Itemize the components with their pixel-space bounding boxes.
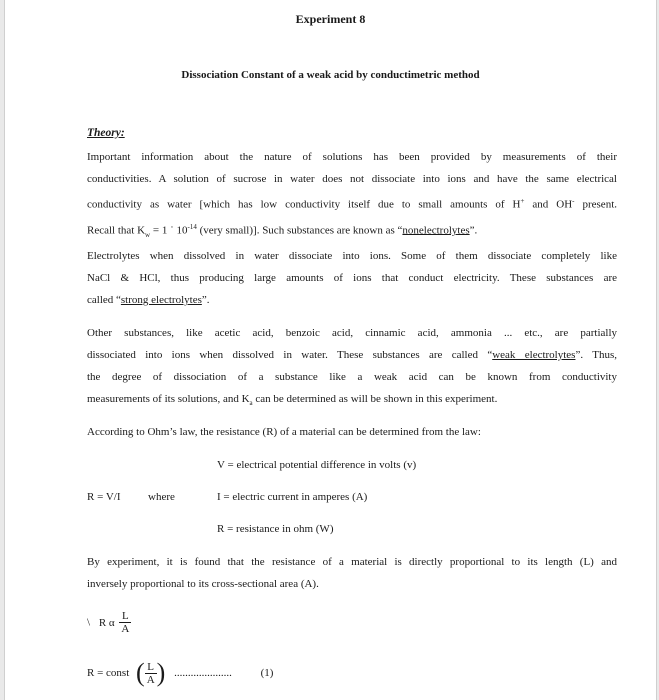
term-weak-electrolytes: weak electrolytes bbox=[492, 349, 576, 361]
equation-number: (1) bbox=[260, 667, 274, 679]
paragraph-line: Other substances, like acetic acid, benzoic acid, cinnamic acid, ammonia ... etc., are partially bbox=[87, 327, 617, 339]
equation-1: R = const ( $\frac{L}{A}$ ) ..................... (1) bbox=[87, 658, 274, 687]
paragraph-proportionality bbox=[87, 551, 617, 595]
paragraph-line: Electrolytes when dissolved in water dissociate into ions. Some of them dissociate completely like bbox=[87, 250, 617, 262]
paragraph-weak-electrolytes bbox=[87, 322, 617, 414]
term-nonelectrolytes: nonelectrolytes bbox=[402, 224, 470, 237]
paragraph-line: the degree of dissociation of a substance like a weak acid can be known from conductivity bbox=[87, 371, 617, 383]
leader-dots: ..................... bbox=[174, 667, 232, 679]
paragraph-line: conductivities. A solution of sucrose in water does not dissociate into ions and have the same electrical bbox=[87, 173, 617, 185]
paragraph-line: By experiment, it is found that the resistance of a material is directly proportional to its length (L) and bbox=[87, 556, 617, 568]
paragraph-line: dissociated into ions when dissolved in water. These substances are called “weak electrolytes”. Thus, bbox=[87, 349, 617, 361]
paragraph-electrolytes bbox=[87, 245, 617, 311]
paragraph-line: Important information about the nature of solutions has been provided by measurements of their bbox=[87, 151, 617, 163]
voltage-definition: V = electrical potential difference in volts (v) bbox=[217, 459, 417, 471]
theory-heading: Theory: bbox=[87, 127, 125, 139]
equation-lhs: R = const bbox=[87, 667, 130, 679]
paragraph-line: NaCl & HCl, thus producing large amounts of ions that conduct electricity. These substances are bbox=[87, 272, 617, 284]
paragraph-line: Recall that $K_w = 1$ ˙ $10^{-14}$ (very small)]. Such substances are known as “nonelectrolytes”. bbox=[87, 222, 478, 239]
paragraph-line: called “strong electrolytes”. bbox=[87, 294, 210, 306]
paragraph-solutions bbox=[87, 146, 617, 246]
document-page bbox=[4, 0, 657, 700]
proportionality-equation bbox=[87, 610, 131, 635]
current-definition: I = electric current in amperes (A) bbox=[217, 491, 368, 503]
equation-lhs: R α bbox=[98, 616, 115, 629]
fraction-l-over-a: $\frac{L}{A}$ bbox=[121, 610, 130, 635]
ohm-formula: R = V/I bbox=[87, 491, 121, 503]
where-label: where bbox=[148, 491, 175, 503]
therefore-symbol: \ bbox=[87, 616, 91, 629]
fraction-l-over-a: $\frac{L}{A}$ bbox=[146, 660, 155, 686]
term-strong-electrolytes: strong electrolytes bbox=[120, 294, 202, 306]
document-title: Dissociation Constant of a weak acid by conductimetric method bbox=[181, 69, 480, 81]
experiment-title: Experiment 8 bbox=[295, 12, 366, 26]
paragraph-line: measurements of its solutions, and $K_a$ can be determined as will be shown in this experiment. bbox=[87, 393, 498, 408]
paragraph-line: conductivity as water [which has low conductivity itself due to small amounts of H+ and OH- present. bbox=[87, 197, 617, 211]
resistance-definition: R = resistance in ohm (W) bbox=[217, 523, 334, 535]
paragraph-line: inversely proportional to its cross-sectional area (A). bbox=[87, 578, 319, 590]
ohm-law-intro: According to Ohm’s law, the resistance (R) of a material can be determined from the law: bbox=[87, 426, 481, 438]
